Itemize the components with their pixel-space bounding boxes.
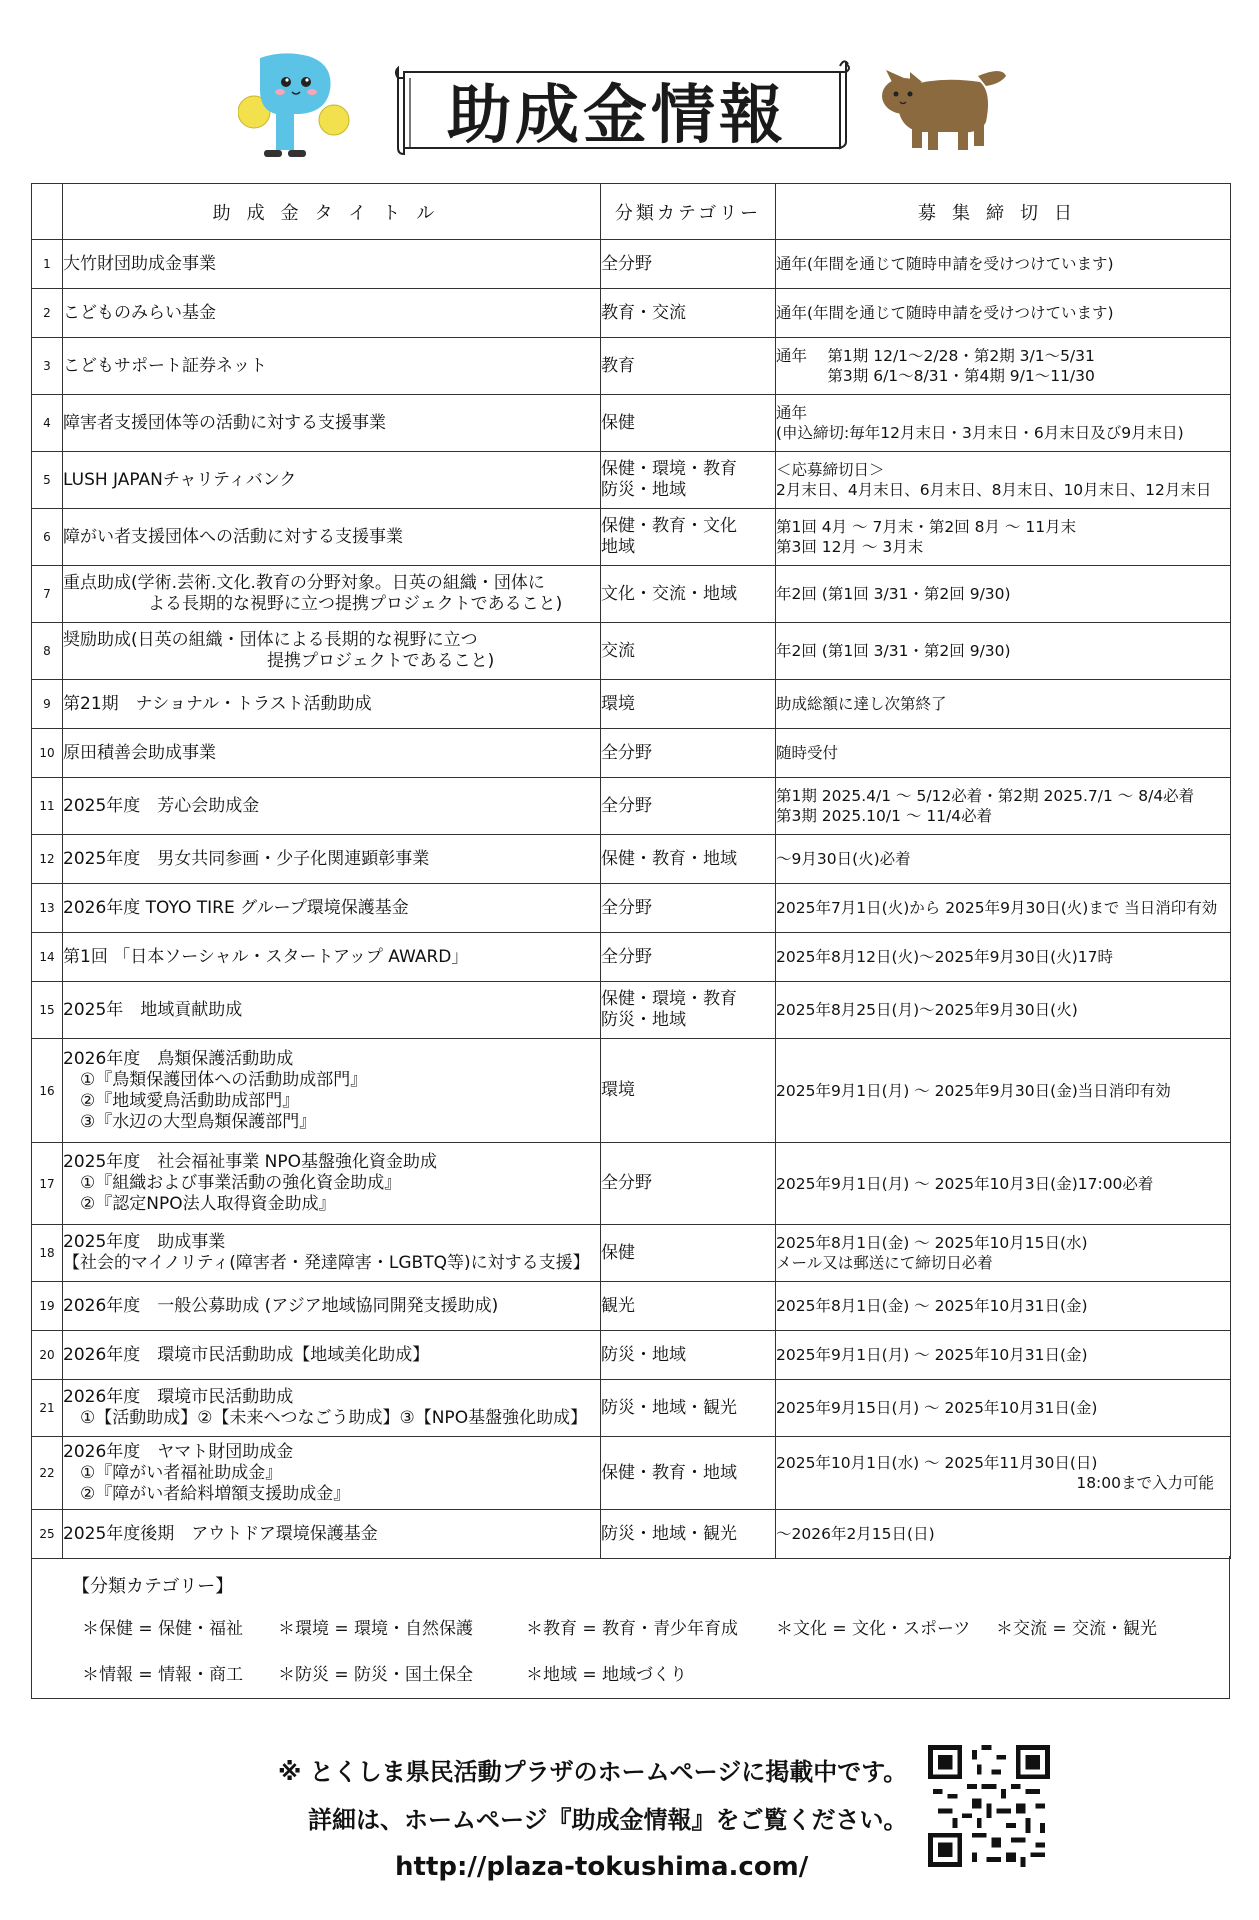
mascot-character-icon bbox=[238, 50, 358, 165]
grant-deadline bbox=[776, 566, 1231, 623]
grant-title-line: こどもサポート証券ネット bbox=[63, 355, 267, 376]
grant-deadline bbox=[776, 1282, 1231, 1331]
grant-title bbox=[63, 623, 601, 680]
grant-title-line: ③『水辺の大型鳥類保護部門』 bbox=[63, 1111, 317, 1132]
grant-deadline-line: 2月末日、4月末日、6月末日、8月末日、10月末日、12月末日 bbox=[776, 481, 1212, 499]
row-number: 21 bbox=[32, 1380, 63, 1437]
grant-title bbox=[63, 1039, 601, 1143]
table-row bbox=[32, 1380, 1231, 1437]
grant-title-line: ②『認定NPO法人取得資金助成』 bbox=[63, 1194, 336, 1214]
grant-category-line: 保健・教育・文化 bbox=[601, 516, 737, 536]
grant-category-line: 防災・地域・観光 bbox=[601, 1397, 737, 1418]
grant-deadline bbox=[776, 623, 1231, 680]
grant-title-line: 2026年度 ヤマト財団助成金 bbox=[63, 1441, 294, 1462]
grant-category-line: 防災・地域 bbox=[601, 1344, 686, 1365]
legend-item: ＊環境 = 環境・自然保護 bbox=[278, 1619, 474, 1639]
legend-row-2 bbox=[82, 1660, 687, 1685]
footer-notice: ※ とくしま県民活動プラザのホームページに掲載中です。 bbox=[278, 1758, 908, 1786]
grant-category-line: 保健・教育・地域 bbox=[601, 1462, 737, 1483]
row-number: 9 bbox=[32, 680, 63, 729]
grant-deadline-line: 通年 第1期 12/1～2/28・第2期 3/1～5/31 bbox=[776, 347, 1095, 365]
grant-deadline bbox=[776, 778, 1231, 835]
grant-deadline-line: 年2回 (第1回 3/31・第2回 9/30) bbox=[776, 585, 1011, 603]
row-number: 10 bbox=[32, 729, 63, 778]
header-category: 分類カテゴリー bbox=[601, 184, 776, 240]
grant-category-line: 交流 bbox=[601, 640, 635, 661]
grant-title-line: 2026年度 一般公募助成 (アジア地域協同開発支援助成) bbox=[63, 1295, 499, 1316]
grant-title-line: ①『組織および事業活動の強化資金助成』 bbox=[63, 1173, 402, 1193]
table-row bbox=[32, 1225, 1231, 1282]
row-number: 5 bbox=[32, 452, 63, 509]
grant-deadline bbox=[776, 289, 1231, 338]
grant-deadline-line: 2025年8月12日(火)～2025年9月30日(火)17時 bbox=[776, 948, 1113, 966]
grant-category bbox=[601, 982, 776, 1039]
grant-deadline-line: 2025年9月15日(月) ～ 2025年10月31日(金) bbox=[776, 1399, 1098, 1417]
grant-title-line: 奨励助成(日英の組織・団体による長期的な視野に立つ bbox=[63, 630, 478, 650]
grant-title-line: 障害者支援団体等の活動に対する支援事業 bbox=[63, 412, 386, 433]
grant-category bbox=[601, 1331, 776, 1380]
grant-category bbox=[601, 778, 776, 835]
grant-title bbox=[63, 395, 601, 452]
grant-deadline bbox=[776, 1331, 1231, 1380]
grant-category bbox=[601, 729, 776, 778]
grant-title bbox=[63, 1380, 601, 1437]
grant-category bbox=[601, 884, 776, 933]
row-number: 19 bbox=[32, 1282, 63, 1331]
grant-deadline bbox=[776, 338, 1231, 395]
row-number: 2 bbox=[32, 289, 63, 338]
grant-deadline-line: 第3期 2025.10/1 ～ 11/4必着 bbox=[776, 807, 993, 825]
row-number: 3 bbox=[32, 338, 63, 395]
table-body bbox=[32, 240, 1231, 1559]
row-number: 13 bbox=[32, 884, 63, 933]
grant-deadline-line: ＜応募締切日＞ bbox=[776, 461, 885, 479]
grant-title-line: 第21期 ナショナル・トラスト活動助成 bbox=[63, 693, 372, 714]
grant-deadline bbox=[776, 1510, 1231, 1559]
table-row bbox=[32, 1039, 1231, 1143]
grant-category-line: 地域 bbox=[601, 537, 635, 557]
grant-deadline bbox=[776, 933, 1231, 982]
grant-title-line: 2025年度 芳心会助成金 bbox=[63, 795, 260, 816]
grant-deadline bbox=[776, 395, 1231, 452]
grant-deadline-line: 2025年9月1日(月) ～ 2025年10月3日(金)17:00必着 bbox=[776, 1174, 1154, 1193]
grant-category-line: 防災・地域 bbox=[601, 1010, 686, 1030]
grant-category-line: 保健 bbox=[601, 412, 635, 433]
grant-title-line: 第1回 「日本ソーシャル・スタートアップ AWARD」 bbox=[63, 946, 469, 967]
grant-category bbox=[601, 1380, 776, 1437]
table-row bbox=[32, 623, 1231, 680]
grant-deadline-line: 2025年8月25日(月)～2025年9月30日(火) bbox=[776, 1001, 1078, 1019]
legend-item: ＊交流 = 交流・観光 bbox=[996, 1619, 1158, 1639]
grant-title bbox=[63, 729, 601, 778]
page-header bbox=[0, 0, 1259, 175]
table-row bbox=[32, 289, 1231, 338]
grant-category bbox=[601, 1039, 776, 1143]
category-legend bbox=[31, 1556, 1230, 1699]
grant-category bbox=[601, 1282, 776, 1331]
grant-deadline-line: 通年(年間を通じて随時申請を受けつけています) bbox=[776, 255, 1114, 273]
grant-title bbox=[63, 778, 601, 835]
grant-title bbox=[63, 982, 601, 1039]
grant-category-line: 全分野 bbox=[601, 897, 652, 918]
grant-deadline bbox=[776, 1437, 1231, 1510]
grant-title-line: 2025年度 社会福祉事業 NPO基盤強化資金助成 bbox=[63, 1152, 438, 1172]
grant-title-line: こどものみらい基金 bbox=[63, 302, 216, 323]
row-number: 1 bbox=[32, 240, 63, 289]
grant-deadline-line: 第3回 12月 ～ 3月末 bbox=[776, 538, 924, 556]
footer-detail: 詳細は、ホームページ『助成金情報』をご覧ください。 bbox=[308, 1806, 908, 1834]
grant-category bbox=[601, 835, 776, 884]
grant-category bbox=[601, 395, 776, 452]
row-number: 17 bbox=[32, 1143, 63, 1225]
table-row bbox=[32, 509, 1231, 566]
table-row bbox=[32, 982, 1231, 1039]
grant-title bbox=[63, 1143, 601, 1225]
grant-category bbox=[601, 623, 776, 680]
row-number: 8 bbox=[32, 623, 63, 680]
footer-url-link[interactable]: http://plaza-tokushima.com/ bbox=[395, 1852, 809, 1882]
grant-deadline-line: ～2026年2月15日(日) bbox=[776, 1525, 935, 1543]
row-number: 11 bbox=[32, 778, 63, 835]
grant-title-line: LUSH JAPANチャリティバンク bbox=[63, 469, 297, 490]
grant-title-line: 2025年度後期 アウトドア環境保護基金 bbox=[63, 1523, 378, 1544]
grant-title bbox=[63, 1282, 601, 1331]
grant-category-line: 保健・教育・地域 bbox=[601, 848, 737, 869]
grant-table bbox=[31, 183, 1231, 1559]
table-row bbox=[32, 452, 1231, 509]
legend-title: 【分類カテゴリー】 bbox=[72, 1576, 234, 1597]
grant-category bbox=[601, 1510, 776, 1559]
row-number: 15 bbox=[32, 982, 63, 1039]
grant-title-line: 【社会的マイノリティ(障害者・発達障害・LGBTQ等)に対する支援】 bbox=[63, 1253, 590, 1273]
grant-title bbox=[63, 566, 601, 623]
row-number: 22 bbox=[32, 1437, 63, 1510]
legend-item: ＊情報 = 情報・商工 bbox=[82, 1665, 244, 1685]
qr-code-icon bbox=[928, 1745, 1050, 1867]
grant-deadline-line: 通年(年間を通じて随時申請を受けつけています) bbox=[776, 304, 1114, 322]
table-row bbox=[32, 566, 1231, 623]
grant-deadline-line: 第3期 6/1～8/31・第4期 9/1～11/30 bbox=[776, 367, 1095, 385]
row-number: 18 bbox=[32, 1225, 63, 1282]
grant-title-line: 2025年度 助成事業 bbox=[63, 1232, 226, 1252]
grant-title-line: ①『鳥類保護団体への活動助成部門』 bbox=[63, 1069, 368, 1090]
table-row bbox=[32, 729, 1231, 778]
grant-deadline-line: 2025年8月1日(金) ～ 2025年10月31日(金) bbox=[776, 1297, 1088, 1315]
grant-deadline bbox=[776, 1143, 1231, 1225]
grant-deadline bbox=[776, 982, 1231, 1039]
grant-title-line: ①【活動助成】②【未来へつなごう助成】③【NPO基盤強化助成】 bbox=[63, 1408, 588, 1428]
grant-title-line: 2026年度 環境市民活動助成【地域美化助成】 bbox=[63, 1344, 430, 1365]
grant-title bbox=[63, 509, 601, 566]
grant-deadline bbox=[776, 240, 1231, 289]
table-row bbox=[32, 884, 1231, 933]
grant-title-line: 2025年度 男女共同参画・少子化関連顕彰事業 bbox=[63, 848, 430, 869]
table-row bbox=[32, 1143, 1231, 1225]
grant-title-line: 2026年度 鳥類保護活動助成 bbox=[63, 1048, 294, 1069]
table-row bbox=[32, 1437, 1231, 1510]
grant-deadline-line: 助成総額に達し次第終了 bbox=[776, 695, 947, 713]
cat-mascot-icon bbox=[880, 62, 1010, 157]
grant-deadline bbox=[776, 1225, 1231, 1282]
grant-title bbox=[63, 452, 601, 509]
grant-deadline-line: 2025年7月1日(火)から 2025年9月30日(火)まで 当日消印有効 bbox=[776, 899, 1218, 917]
grant-deadline-line: メール又は郵送にて締切日必着 bbox=[776, 1254, 993, 1272]
grant-deadline-line: 18:00まで入力可能 bbox=[1076, 1474, 1214, 1492]
grant-title-line: ②『地域愛鳥活動助成部門』 bbox=[63, 1090, 300, 1111]
row-number: 16 bbox=[32, 1039, 63, 1143]
legend-row-1 bbox=[82, 1614, 1157, 1639]
legend-item: ＊防災 = 防災・国土保全 bbox=[278, 1665, 474, 1685]
table-header-row bbox=[32, 184, 1231, 240]
grant-category bbox=[601, 1143, 776, 1225]
grant-title bbox=[63, 1331, 601, 1380]
grant-category bbox=[601, 1437, 776, 1510]
grant-category-line: 全分野 bbox=[601, 1173, 652, 1193]
grant-title bbox=[63, 933, 601, 982]
row-number: 4 bbox=[32, 395, 63, 452]
grant-category-line: 環境 bbox=[601, 1080, 635, 1100]
grant-title bbox=[63, 289, 601, 338]
row-number: 20 bbox=[32, 1331, 63, 1380]
grant-category-line: 全分野 bbox=[601, 253, 652, 274]
table-row bbox=[32, 338, 1231, 395]
table-row bbox=[32, 1282, 1231, 1331]
grant-category-line: 全分野 bbox=[601, 946, 652, 967]
grant-deadline bbox=[776, 1380, 1231, 1437]
grant-deadline-line: 第1回 4月 ～ 7月末・第2回 8月 ～ 11月末 bbox=[776, 518, 1077, 536]
grant-category bbox=[601, 566, 776, 623]
grant-deadline-line: 2025年8月1日(金) ～ 2025年10月15日(水) bbox=[776, 1234, 1088, 1252]
header-deadline: 募集締切日 bbox=[776, 184, 1231, 240]
grant-title-line: 大竹財団助成金事業 bbox=[63, 253, 216, 274]
grant-title bbox=[63, 884, 601, 933]
header-title: 助成金タイトル bbox=[63, 184, 601, 240]
page-title: 助成金情報 bbox=[447, 79, 787, 153]
table-row bbox=[32, 778, 1231, 835]
grant-deadline-line: 2025年9月1日(月) ～ 2025年10月31日(金) bbox=[776, 1346, 1088, 1364]
grant-category bbox=[601, 452, 776, 509]
grant-deadline bbox=[776, 729, 1231, 778]
table-row bbox=[32, 1331, 1231, 1380]
grant-category-line: 環境 bbox=[601, 693, 635, 714]
grant-deadline bbox=[776, 452, 1231, 509]
grant-category-line: 文化・交流・地域 bbox=[601, 583, 737, 604]
grant-deadline bbox=[776, 884, 1231, 933]
row-number: 7 bbox=[32, 566, 63, 623]
grant-title-line: ①『障がい者福祉助成金』 bbox=[63, 1462, 283, 1483]
grant-title bbox=[63, 240, 601, 289]
grant-category-line: 観光 bbox=[601, 1295, 635, 1316]
grant-category-line: 保健 bbox=[601, 1242, 635, 1263]
grant-deadline-line: 年2回 (第1回 3/31・第2回 9/30) bbox=[776, 642, 1011, 660]
legend-item: ＊保健 = 保健・福祉 bbox=[82, 1619, 244, 1639]
table-row bbox=[32, 933, 1231, 982]
grant-title-line: 障がい者支援団体への活動に対する支援事業 bbox=[63, 526, 403, 547]
header-num bbox=[32, 184, 63, 240]
grant-category bbox=[601, 509, 776, 566]
grant-category bbox=[601, 289, 776, 338]
grant-title-line: 2026年度 TOYO TIRE グループ環境保護基金 bbox=[63, 897, 409, 918]
grant-category-line: 保健・環境・教育 bbox=[601, 989, 737, 1009]
grant-title-line: 2026年度 環境市民活動助成 bbox=[63, 1387, 294, 1407]
grant-title-line: 原田積善会助成事業 bbox=[63, 742, 216, 763]
legend-item: ＊地域 = 地域づくり bbox=[526, 1665, 688, 1685]
grant-deadline bbox=[776, 680, 1231, 729]
grant-title bbox=[63, 835, 601, 884]
grant-title-line: ②『障がい者給料増額支援助成金』 bbox=[63, 1483, 351, 1504]
grant-deadline-line: 第1期 2025.4/1 ～ 5/12必着・第2期 2025.7/1 ～ 8/4必着 bbox=[776, 787, 1195, 805]
row-number: 6 bbox=[32, 509, 63, 566]
grant-title bbox=[63, 1437, 601, 1510]
grant-deadline-line: 2025年9月1日(月) ～ 2025年9月30日(金)当日消印有効 bbox=[776, 1081, 1171, 1100]
grant-deadline-line: (申込締切:毎年12月末日・3月末日・6月末日及び9月末日) bbox=[776, 424, 1184, 442]
grant-title bbox=[63, 1510, 601, 1559]
row-number: 25 bbox=[32, 1510, 63, 1559]
grant-deadline-line: ～9月30日(火)必着 bbox=[776, 850, 911, 868]
grant-category bbox=[601, 1225, 776, 1282]
grant-deadline-line: 通年 bbox=[776, 404, 808, 422]
grant-deadline bbox=[776, 509, 1231, 566]
grant-category bbox=[601, 338, 776, 395]
table-row bbox=[32, 835, 1231, 884]
grant-deadline bbox=[776, 1039, 1231, 1143]
grant-category-line: 防災・地域・観光 bbox=[601, 1523, 737, 1544]
grant-category-line: 保健・環境・教育 bbox=[601, 459, 737, 479]
grant-title-line: 提携プロジェクトであること) bbox=[63, 651, 495, 671]
table-row bbox=[32, 1510, 1231, 1559]
grant-category bbox=[601, 680, 776, 729]
table-row bbox=[32, 240, 1231, 289]
grant-title-line: 2025年 地域貢献助成 bbox=[63, 999, 243, 1020]
grant-title bbox=[63, 338, 601, 395]
grant-deadline bbox=[776, 835, 1231, 884]
table-row bbox=[32, 395, 1231, 452]
legend-item: ＊文化 = 文化・スポーツ bbox=[776, 1619, 971, 1639]
grant-deadline-line: 2025年10月1日(水) ～ 2025年11月30日(日) bbox=[776, 1454, 1098, 1472]
grant-title bbox=[63, 680, 601, 729]
grant-category-line: 全分野 bbox=[601, 795, 652, 816]
grant-category-line: 全分野 bbox=[601, 742, 652, 763]
row-number: 14 bbox=[32, 933, 63, 982]
table-row bbox=[32, 680, 1231, 729]
grant-deadline-line: 随時受付 bbox=[776, 744, 839, 762]
row-number: 12 bbox=[32, 835, 63, 884]
grant-title-line: よる長期的な視野に立つ提携プロジェクトであること) bbox=[63, 594, 563, 614]
grant-title-line: 重点助成(学術.芸術.文化.教育の分野対象。日英の組織・団体に bbox=[63, 573, 545, 593]
grant-category bbox=[601, 240, 776, 289]
grant-category-line: 教育・交流 bbox=[601, 302, 686, 323]
grant-category bbox=[601, 933, 776, 982]
grant-category-line: 防災・地域 bbox=[601, 480, 686, 500]
grant-title bbox=[63, 1225, 601, 1282]
grant-category-line: 教育 bbox=[601, 355, 635, 376]
legend-item: ＊教育 = 教育・青少年育成 bbox=[526, 1619, 739, 1639]
